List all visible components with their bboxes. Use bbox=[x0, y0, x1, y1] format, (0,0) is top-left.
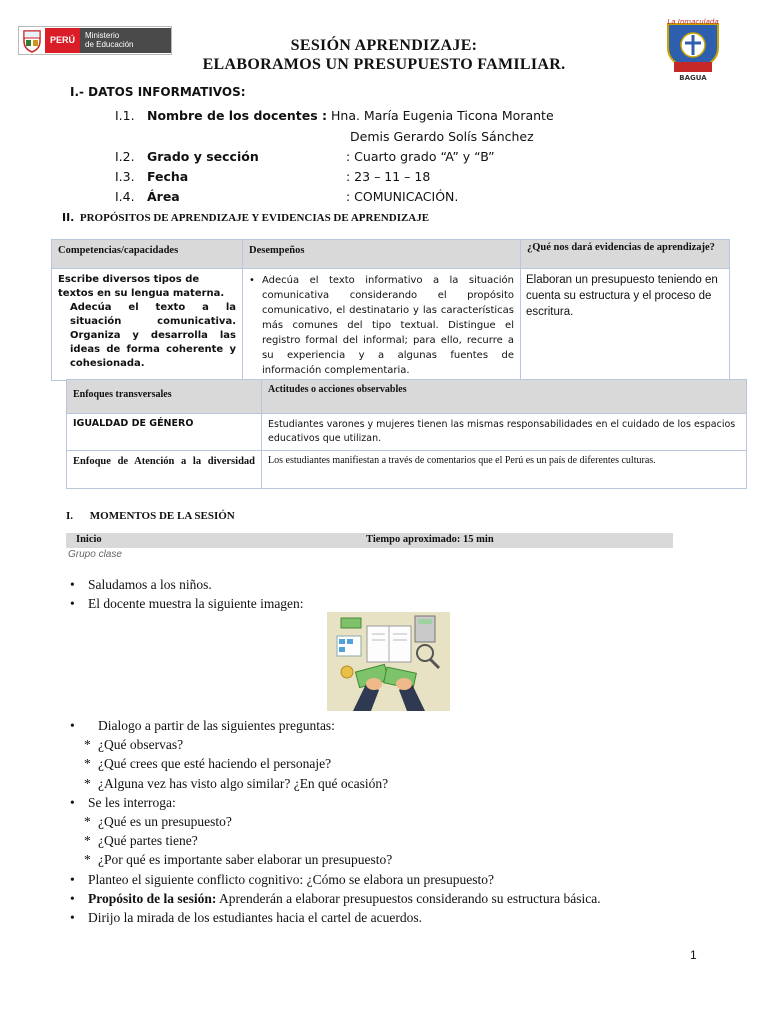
enfoque-igualdad: IGUALDAD DE GÉNERO bbox=[67, 414, 262, 451]
section-heading-propositos: II. PROPÓSITOS DE APRENDIZAJE Y EVIDENCIAS DE APRENDIZAJE bbox=[62, 211, 430, 224]
activity-list-1 bbox=[70, 575, 304, 613]
datos-value-fecha: : 23 – 11 – 18 bbox=[346, 169, 431, 184]
col-enfoques: Enfoques transversales bbox=[67, 380, 262, 414]
datos-row-grado: I.2. Grado y sección bbox=[115, 149, 259, 164]
list-item: * ¿Por qué es importante saber elaborar un presupuesto? bbox=[84, 852, 393, 868]
datos-row-fecha: I.3. Fecha bbox=[115, 169, 189, 184]
list-item: * ¿Qué partes tiene? bbox=[84, 833, 198, 849]
datos-value-grado: : Cuarto grado “A” y “B” bbox=[346, 149, 495, 164]
inicio-bar bbox=[66, 533, 673, 548]
page-title: SESIÓN APRENDIZAJE: bbox=[290, 37, 478, 54]
datos-row-docente-2: Demis Gerardo Solís Sánchez bbox=[350, 129, 534, 144]
desempeno-cell bbox=[243, 269, 521, 381]
actitud-igualdad: Estudiantes varones y mujeres tienen las mismas responsabilidades en el cuidado de los espacios educativos que utilizan. bbox=[262, 414, 747, 451]
col-evidencias: ¿Qué nos dará evidencias de aprendizaje? bbox=[521, 240, 730, 269]
list-item: • Dirijo la mirada de los estudiantes hacia el cartel de acuerdos. bbox=[70, 910, 422, 926]
school-logo-bottom-text: BAGUA bbox=[679, 74, 707, 82]
list-item: * ¿Qué observas? bbox=[84, 737, 184, 753]
actitud-diversidad: Los estudiantes manifiestan a través de comentarios que el Perú es un país de diferentes culturas. bbox=[262, 451, 747, 489]
propositos-table bbox=[51, 239, 730, 381]
list-item: • Saludamos a los niños. bbox=[70, 577, 212, 592]
list-item: • Se les interroga: bbox=[70, 794, 176, 810]
evidencia-cell: Elaboran un presupuesto teniendo en cuenta su estructura y el proceso de escritura. bbox=[521, 269, 730, 381]
school-logo-top-text: La Inmaculada bbox=[667, 18, 719, 26]
budget-illustration bbox=[327, 612, 450, 711]
page-number: 1 bbox=[690, 948, 697, 962]
col-desempenos: Desempeños bbox=[243, 240, 521, 269]
group-label: Grupo clase bbox=[68, 549, 122, 560]
enfoques-table bbox=[66, 379, 747, 489]
desempeno-item: • Adecúa el texto informativo a la situación comunicativa considerando el propósito comunicativo, el destinatario y las características más comunes del tipo textual. Distingue el registro formal del informal; para ello, recurre a su experiencia y a algunas fuentes de información complementaria. bbox=[249, 275, 514, 376]
school-logo bbox=[660, 18, 726, 82]
list-item: * ¿Alguna vez has visto algo similar? ¿En qué ocasión? bbox=[84, 775, 389, 791]
phase-label: Inicio bbox=[76, 534, 102, 545]
bullet-icon: • bbox=[249, 275, 255, 286]
datos-row-docentes: I.1. Nombre de los docentes : Hna. María Eugenia Ticona Morante bbox=[115, 108, 554, 123]
list-item: • Dialogo a partir de las siguientes preguntas: bbox=[70, 718, 335, 733]
col-competencias: Competencias/capacidades bbox=[52, 240, 243, 269]
list-item: * ¿Qué es un presupuesto? bbox=[84, 814, 232, 830]
datos-row-area: I.4. Área bbox=[115, 189, 180, 204]
section-heading-momentos: I. MOMENTOS DE LA SESIÓN bbox=[66, 510, 235, 522]
list-item: * ¿Qué crees que esté haciendo el personaje? bbox=[84, 756, 332, 772]
section-heading-datos: I.- DATOS INFORMATIVOS: bbox=[70, 85, 246, 99]
activity-list-2 bbox=[70, 716, 601, 927]
list-item: • Propósito de la sesión: Aprenderán a elaborar presupuestos considerando su estructura básica. bbox=[70, 890, 601, 906]
list-item: • El docente muestra la siguiente imagen: bbox=[70, 596, 304, 612]
ministry-country: PERÚ bbox=[45, 28, 80, 53]
ministry-name: Ministerio de Educación bbox=[80, 28, 171, 53]
budget-image-icon bbox=[327, 612, 450, 711]
phase-time: Tiempo aproximado: 15 min bbox=[366, 534, 494, 545]
col-actitudes: Actitudes o acciones observables bbox=[262, 380, 747, 414]
enfoque-diversidad: Enfoque de Atención a la diversidad bbox=[67, 451, 262, 489]
page-subtitle: ELABORAMOS UN PRESUPUESTO FAMILIAR. bbox=[202, 56, 566, 73]
list-item: • Planteo el siguiente conflicto cognitivo: ¿Cómo se elabora un presupuesto? bbox=[70, 871, 495, 887]
school-crest-icon bbox=[660, 18, 726, 76]
datos-value-area: : COMUNICACIÓN. bbox=[346, 189, 459, 204]
competencia-cell: Escribe diversos tipos de textos en su lengua materna. Adecúa el texto a la situación comunicativa. Organiza y desarrolla las ideas de forma coherente y cohesionada. bbox=[52, 269, 243, 381]
